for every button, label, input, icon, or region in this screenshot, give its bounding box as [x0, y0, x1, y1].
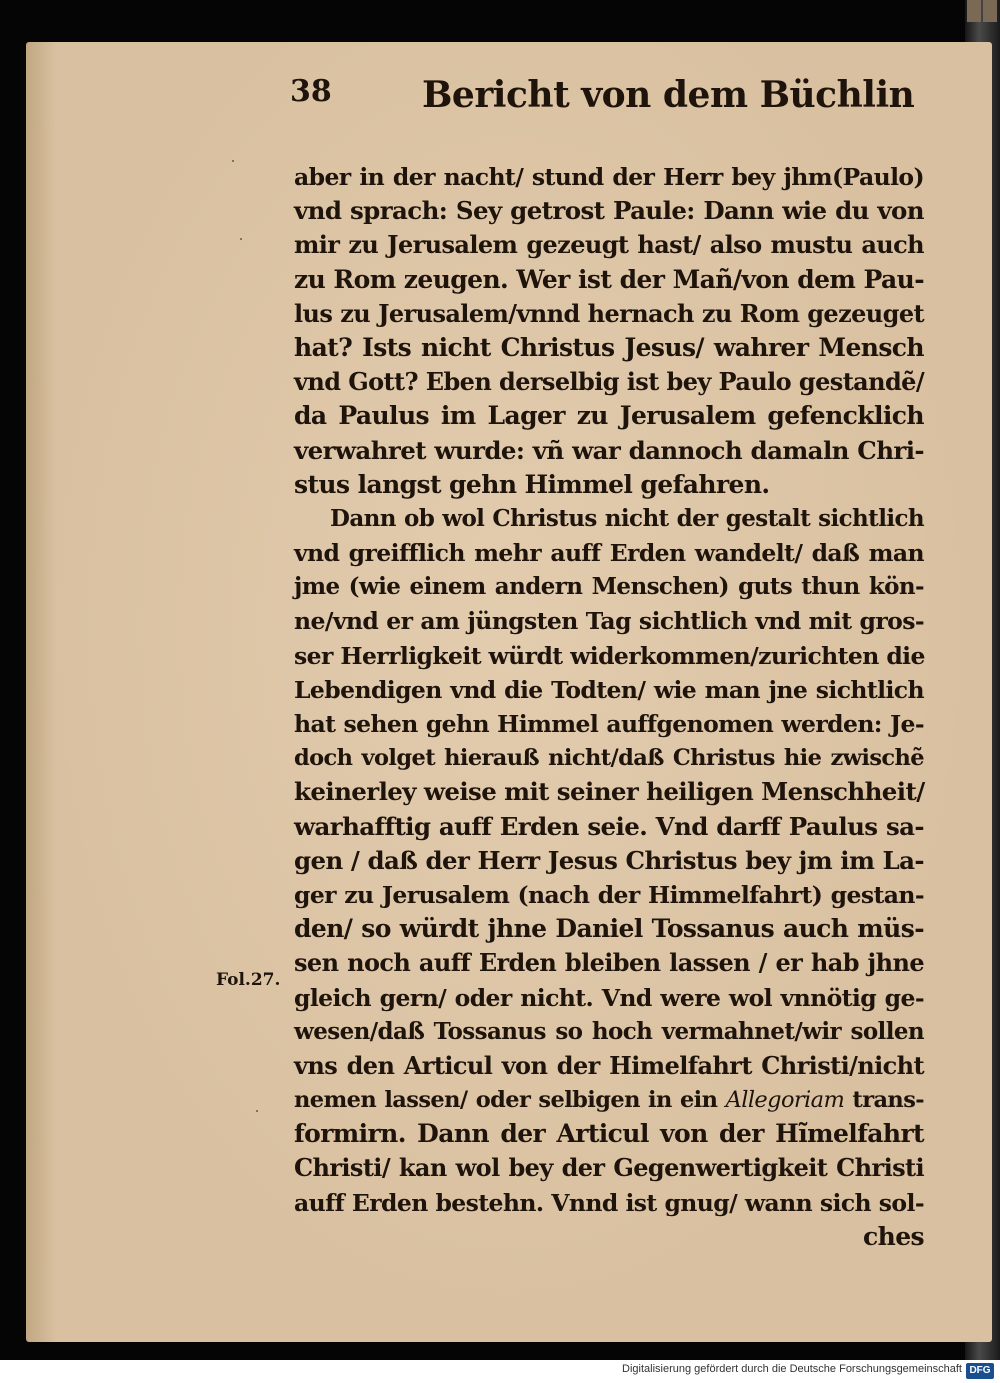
running-title: Bericht von dem Büchlin [422, 74, 915, 116]
page-header [264, 74, 944, 124]
text-line: wesen/daß Tossanus so hoch vermahnet/wir sollen [294, 1017, 924, 1045]
text-line: gleich gern/ oder nicht. Vnd were wol vnnötig ge- [294, 983, 924, 1012]
text-line: hat? Ists nicht Christus Jesus/ wahrer Mensch [294, 332, 924, 362]
text-line: mir zu Jerusalem gezeugt hast/ also mustu auch [294, 230, 924, 260]
text-line: Christi/ kan wol bey der Gegenwertigkeit Christi [294, 1153, 924, 1183]
text-line: vnd greifflich mehr auff Erden wandelt/ daß man [294, 539, 924, 568]
dfg-logo-icon: DFG [966, 1363, 994, 1379]
page-number: 38 [290, 74, 332, 109]
text-line: aber in der nacht/ stund der Herr bey jhm(Paulo) [294, 163, 924, 191]
text-line: vnd Gott? Eben derselbig ist bey Paulo gestandẽ/ [294, 367, 924, 397]
text-line: ser Herrligkeit würdt widerkommen/zurichten die [294, 641, 925, 670]
text-line: stus langst gehn Himmel gefahren. [294, 469, 770, 499]
text-line: da Paulus im Lager zu Jerusalem gefencklich [294, 401, 924, 431]
paper-speck [240, 238, 242, 240]
text-line: lus zu Jerusalem/vnnd hernach zu Rom gezeuget [294, 298, 924, 328]
text-line: ger zu Jerusalem (nach der Himmelfahrt) gestan- [294, 880, 924, 909]
paper-speck [256, 1110, 258, 1112]
paper-speck [232, 160, 234, 162]
text-line: formirn. Dann der Articul von der Hĩmelfahrt [294, 1119, 924, 1149]
text-line: auff Erden bestehn. Vnnd ist gnug/ wann sich sol- [294, 1188, 924, 1217]
text-line: doch volget hierauß nicht/daß Christus hie zwischẽ [294, 745, 924, 772]
latin-word: Allegoriam [725, 1087, 845, 1114]
text-line: Lebendigen vnd die Todten/ wie man jne sichtlich [294, 675, 924, 704]
text-line: sen noch auff Erden bleiben lassen / er hab jhne [294, 948, 924, 978]
text-line: zu Rom zeugen. Wer ist der Mañ/von dem Pau- [294, 264, 924, 294]
text-line: hat sehen gehn Himmel auffgenomen werden: Je- [294, 710, 924, 738]
funding-notice: Digitalisierung gefördert durch die Deutsche Forschungsgemeinschaft [622, 1363, 962, 1375]
text-line: gen / daß der Herr Jesus Christus bey jm im La- [294, 845, 924, 875]
text-line: den/ so würdt jhne Daniel Tossanus auch müs- [294, 914, 924, 944]
text-line: vns den Articul von der Himelfahrt Christi/nicht [294, 1050, 924, 1080]
text-line: warhafftig auff Erden seie. Vnd darff Paulus sa- [294, 811, 924, 841]
text-line: jme (wie einem andern Menschen) guts thun kön- [294, 573, 924, 601]
footer-bar [0, 1360, 1000, 1383]
text-line: vnd sprach: Sey getrost Paule: Dann wie du von [294, 196, 924, 226]
text-line: verwahret wurde: vñ war dannoch damaln Chri- [294, 435, 924, 465]
catchword: ches [863, 1221, 924, 1251]
body-text [294, 160, 924, 1254]
text-line: keinerley weise mit seiner heiligen Menschheit/ [294, 777, 925, 807]
edge-tab [967, 0, 981, 22]
marginal-note: Fol.27. [216, 970, 281, 990]
edge-tab [983, 0, 997, 22]
text-line: ne/vnd er am jüngsten Tag sichtlich vnd mit gros- [294, 607, 924, 636]
text-line: Dann ob wol Christus nicht der gestalt sichtlich [330, 504, 924, 532]
text-line: nemen lassen/ oder selbigen in ein Allegoriam trans- [294, 1087, 924, 1114]
